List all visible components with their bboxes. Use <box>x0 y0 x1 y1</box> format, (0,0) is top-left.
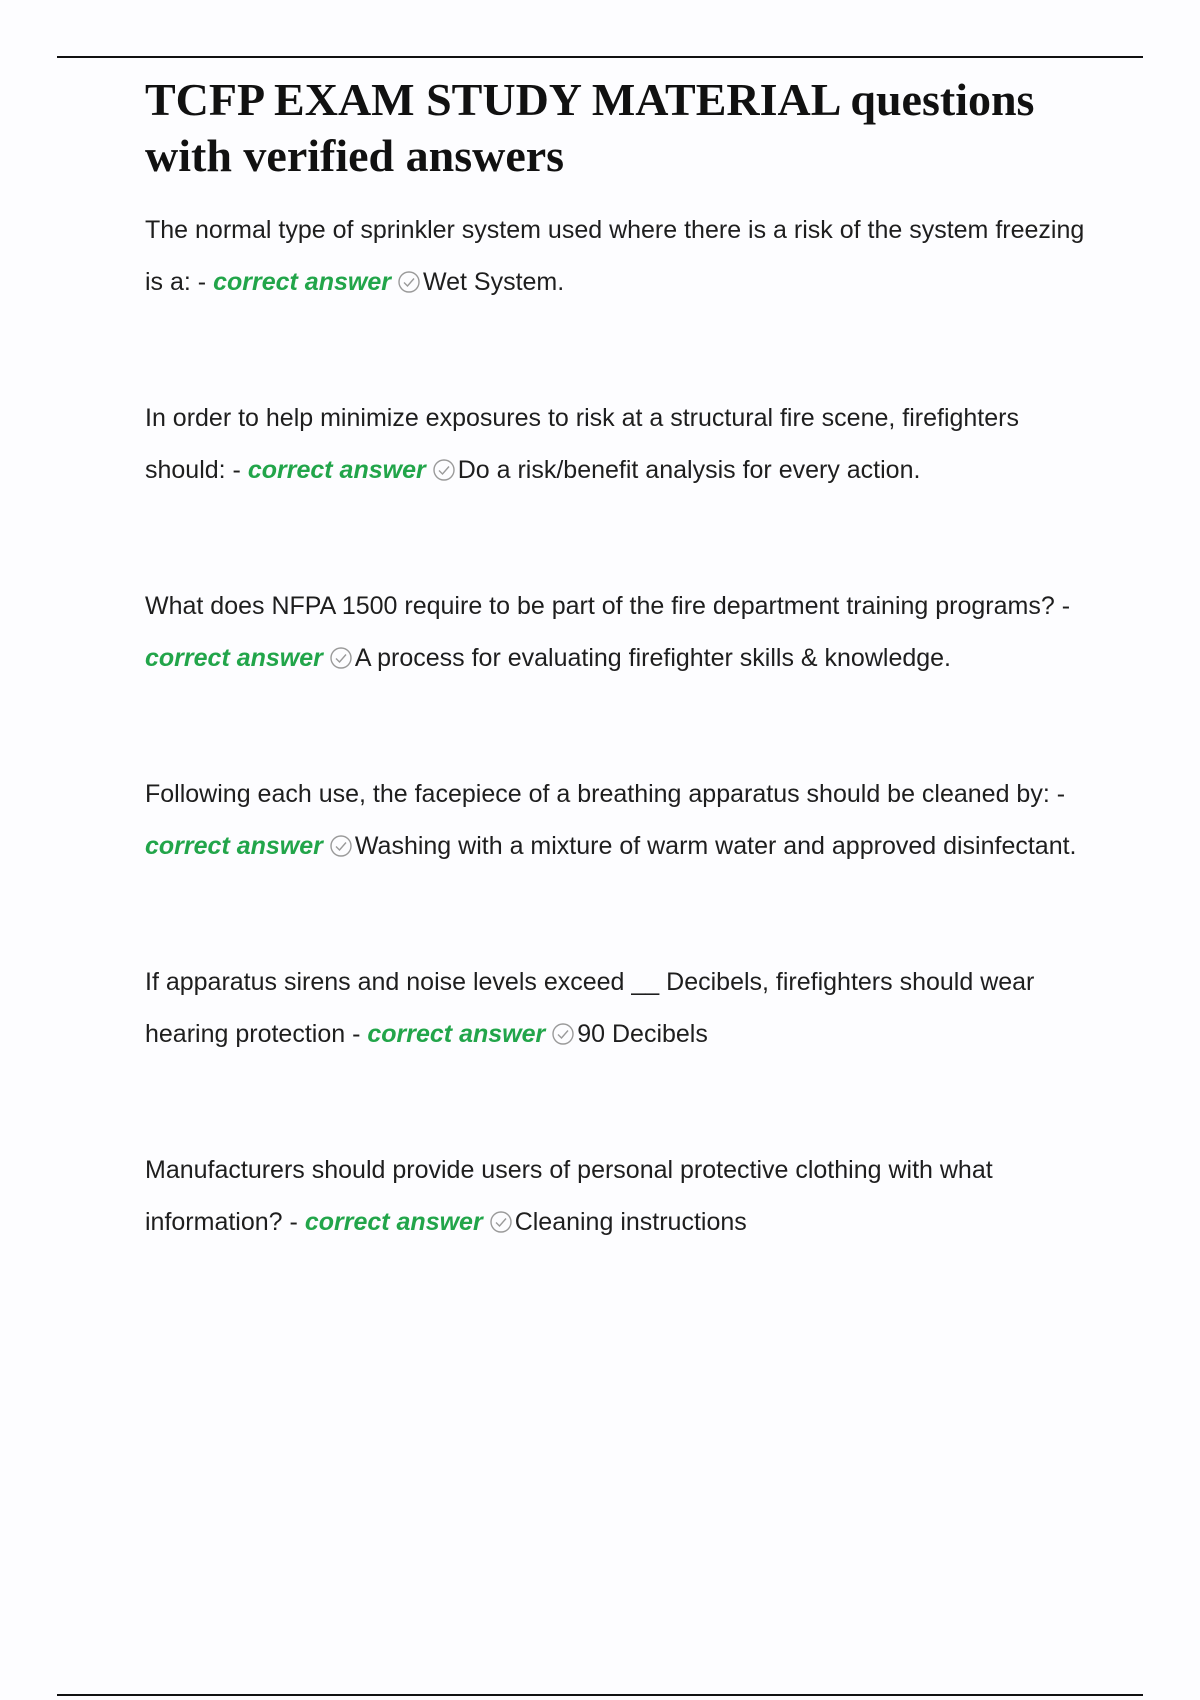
question-text: Manufacturers should provide users of personal protective clothing with what information? - <box>145 1156 993 1236</box>
question-text: The normal type of sprinkler system used where there is a risk of the system freezing is a: - <box>145 216 1085 296</box>
question-text: Following each use, the facepiece of a breathing apparatus should be cleaned by: - <box>145 780 1066 808</box>
question-text: If apparatus sirens and noise levels exceed __ Decibels, firefighters should wear hearing protection - <box>145 968 1035 1048</box>
qa-item-5 <box>145 956 1105 1060</box>
correct-answer-label: correct answer <box>145 644 323 672</box>
answer-text: A process for evaluating firefighter skills & knowledge. <box>354 644 952 672</box>
correct-answer-label: correct answer <box>367 1020 546 1048</box>
qa-item-1 <box>145 204 1105 308</box>
answer-text: Do a risk/benefit analysis for every action. <box>457 456 921 484</box>
check-circle-icon <box>489 1210 513 1234</box>
check-circle-icon <box>432 458 456 482</box>
document-body <box>145 72 1105 1248</box>
top-rule <box>57 56 1143 58</box>
answer-text: Washing with a mixture of warm water and approved disinfectant. <box>354 832 1077 860</box>
answer-text: Cleaning instructions <box>514 1208 747 1236</box>
bottom-rule <box>57 1694 1143 1696</box>
correct-answer-label: correct answer <box>213 268 391 296</box>
page-title: TCFP EXAM STUDY MATERIAL questions with verified answers <box>145 74 1035 181</box>
question-text: In order to help minimize exposures to risk at a structural fire scene, firefighters should: - <box>145 404 1019 484</box>
check-circle-icon <box>329 834 353 858</box>
qa-item-2 <box>145 392 1105 496</box>
answer-text: 90 Decibels <box>577 1020 708 1048</box>
correct-answer-label: correct answer <box>247 456 426 484</box>
correct-answer-label: correct answer <box>145 832 323 860</box>
qa-item-6 <box>145 1144 1105 1248</box>
correct-answer-label: correct answer <box>304 1208 483 1236</box>
check-circle-icon <box>397 270 421 294</box>
answer-text: Wet System. <box>422 268 565 296</box>
question-text: What does NFPA 1500 require to be part of the fire department training programs? - <box>145 592 1071 620</box>
check-circle-icon <box>551 1022 575 1046</box>
qa-item-3 <box>145 580 1105 684</box>
check-circle-icon <box>329 646 353 670</box>
qa-item-4 <box>145 768 1105 872</box>
